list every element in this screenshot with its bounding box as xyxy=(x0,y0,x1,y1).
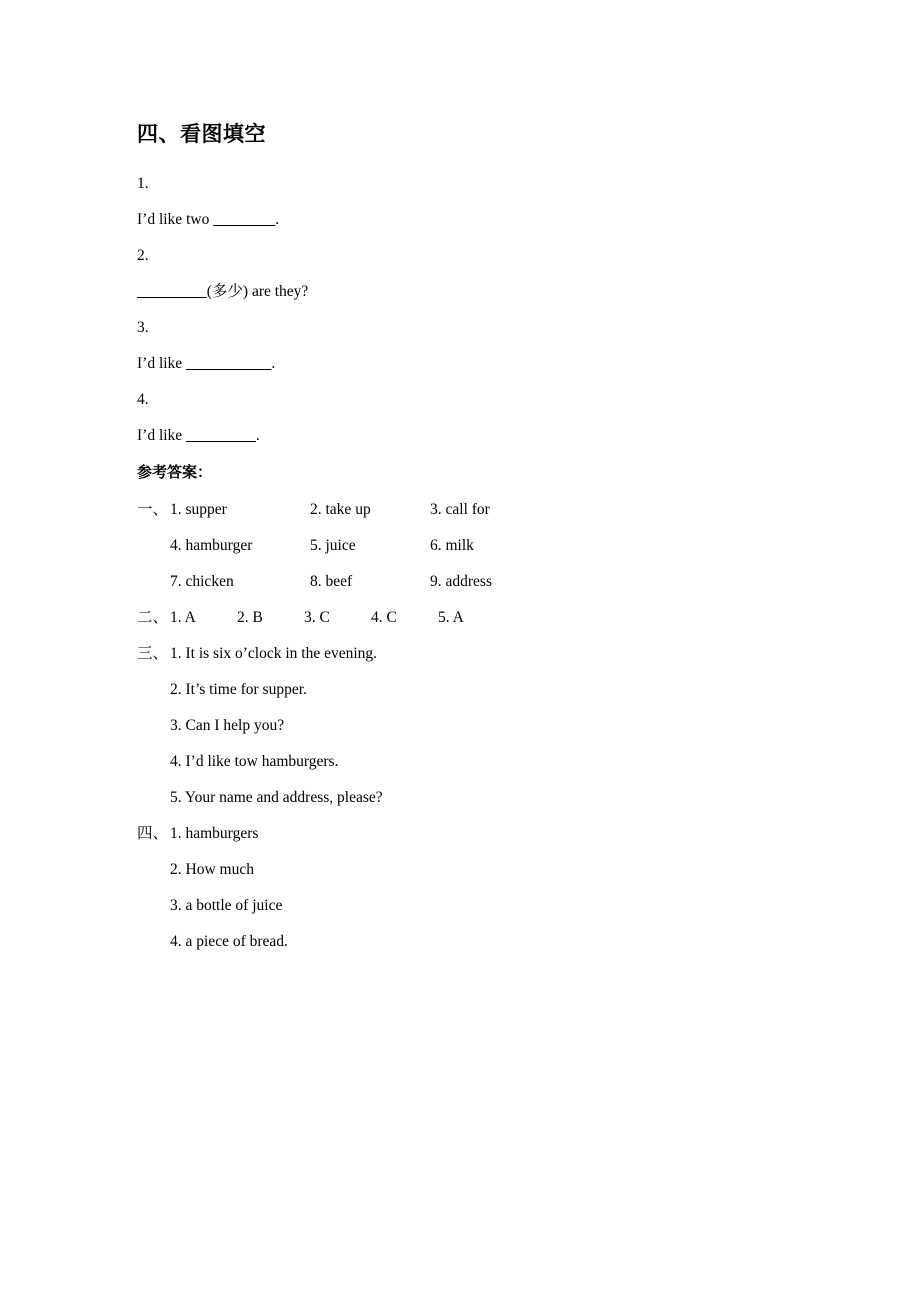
exercise-3-blank[interactable]: ___________ xyxy=(186,355,272,372)
answer-item: 1. supper xyxy=(170,501,227,518)
exercise-4-blank[interactable]: _________ xyxy=(186,427,256,444)
answer-key-body xyxy=(137,492,837,960)
exercise-3-text-before: I’d like xyxy=(137,355,187,372)
answer-item: 5. Your name and address, please? xyxy=(170,789,383,806)
section-one-label: 一、 xyxy=(137,501,169,518)
answer-row xyxy=(137,780,837,816)
answer-item: 2. How much xyxy=(170,861,254,878)
exercise-number xyxy=(137,382,777,418)
answer-item: 3. a bottle of juice xyxy=(170,897,283,914)
exercise-3-number: 3. xyxy=(137,319,149,336)
exercise-list xyxy=(137,166,777,454)
answer-key-heading: 参考答案： xyxy=(137,465,213,481)
exercise-number xyxy=(137,166,777,202)
exercise-1-blank[interactable]: ________ xyxy=(213,211,276,228)
answer-item: 3. C xyxy=(304,609,330,626)
exercise-2-sentence xyxy=(137,274,777,310)
answer-item: 2. It’s time for supper. xyxy=(170,681,307,698)
answer-row xyxy=(137,816,837,852)
exercise-1-text-before: I’d like two xyxy=(137,211,214,228)
exercise-4-number: 4. xyxy=(137,391,149,408)
exercise-1-sentence xyxy=(137,202,777,238)
answer-item: 6. milk xyxy=(430,537,474,554)
answer-item: 4. C xyxy=(371,609,397,626)
answer-item: 3. Can I help you? xyxy=(170,717,285,734)
page-title: 四、看图填空 xyxy=(137,122,266,146)
exercise-4-text-before: I’d like xyxy=(137,427,187,444)
answer-item: 4. I’d like tow hamburgers. xyxy=(170,753,339,770)
answer-row xyxy=(137,564,837,600)
answer-row xyxy=(137,888,837,924)
answer-item: 1. It is six o’clock in the evening. xyxy=(170,645,378,662)
answer-row xyxy=(137,636,837,672)
exercise-4-text-after: . xyxy=(255,427,260,444)
answer-item: 1. hamburgers xyxy=(170,825,259,842)
answer-row xyxy=(137,492,837,528)
answer-item: 4. hamburger xyxy=(170,537,253,554)
exercise-2-text-after: (多少) are they? xyxy=(206,283,309,300)
answer-row xyxy=(137,708,837,744)
answer-item: 1. A xyxy=(170,609,196,626)
answer-item: 3. call for xyxy=(430,501,490,518)
answer-row xyxy=(137,528,837,564)
section-two-label: 二、 xyxy=(137,609,169,626)
exercise-2-blank[interactable]: _________ xyxy=(137,283,207,300)
answer-item: 7. chicken xyxy=(170,573,234,590)
answer-row xyxy=(137,744,837,780)
exercise-number xyxy=(137,310,777,346)
exercise-1-number: 1. xyxy=(137,175,149,192)
exercise-3-text-after: . xyxy=(271,355,276,372)
exercise-2-number: 2. xyxy=(137,247,149,264)
section-three-label: 三、 xyxy=(137,645,169,662)
answer-item: 2. take up xyxy=(310,501,371,518)
answer-item: 9. address xyxy=(430,573,492,590)
answer-row xyxy=(137,672,837,708)
answer-row xyxy=(137,924,837,960)
answer-item: 8. beef xyxy=(310,573,353,590)
answer-item: 5. juice xyxy=(310,537,356,554)
answer-item: 2. B xyxy=(237,609,263,626)
exercise-4-sentence xyxy=(137,418,777,454)
exercise-3-sentence xyxy=(137,346,777,382)
answer-row xyxy=(137,852,837,888)
exercise-1-text-after: . xyxy=(275,211,280,228)
section-four-label: 四、 xyxy=(137,825,169,842)
answer-item: 5. A xyxy=(438,609,464,626)
exercise-number xyxy=(137,238,777,274)
answer-item: 4. a piece of bread. xyxy=(170,933,288,950)
answer-row xyxy=(137,600,837,636)
